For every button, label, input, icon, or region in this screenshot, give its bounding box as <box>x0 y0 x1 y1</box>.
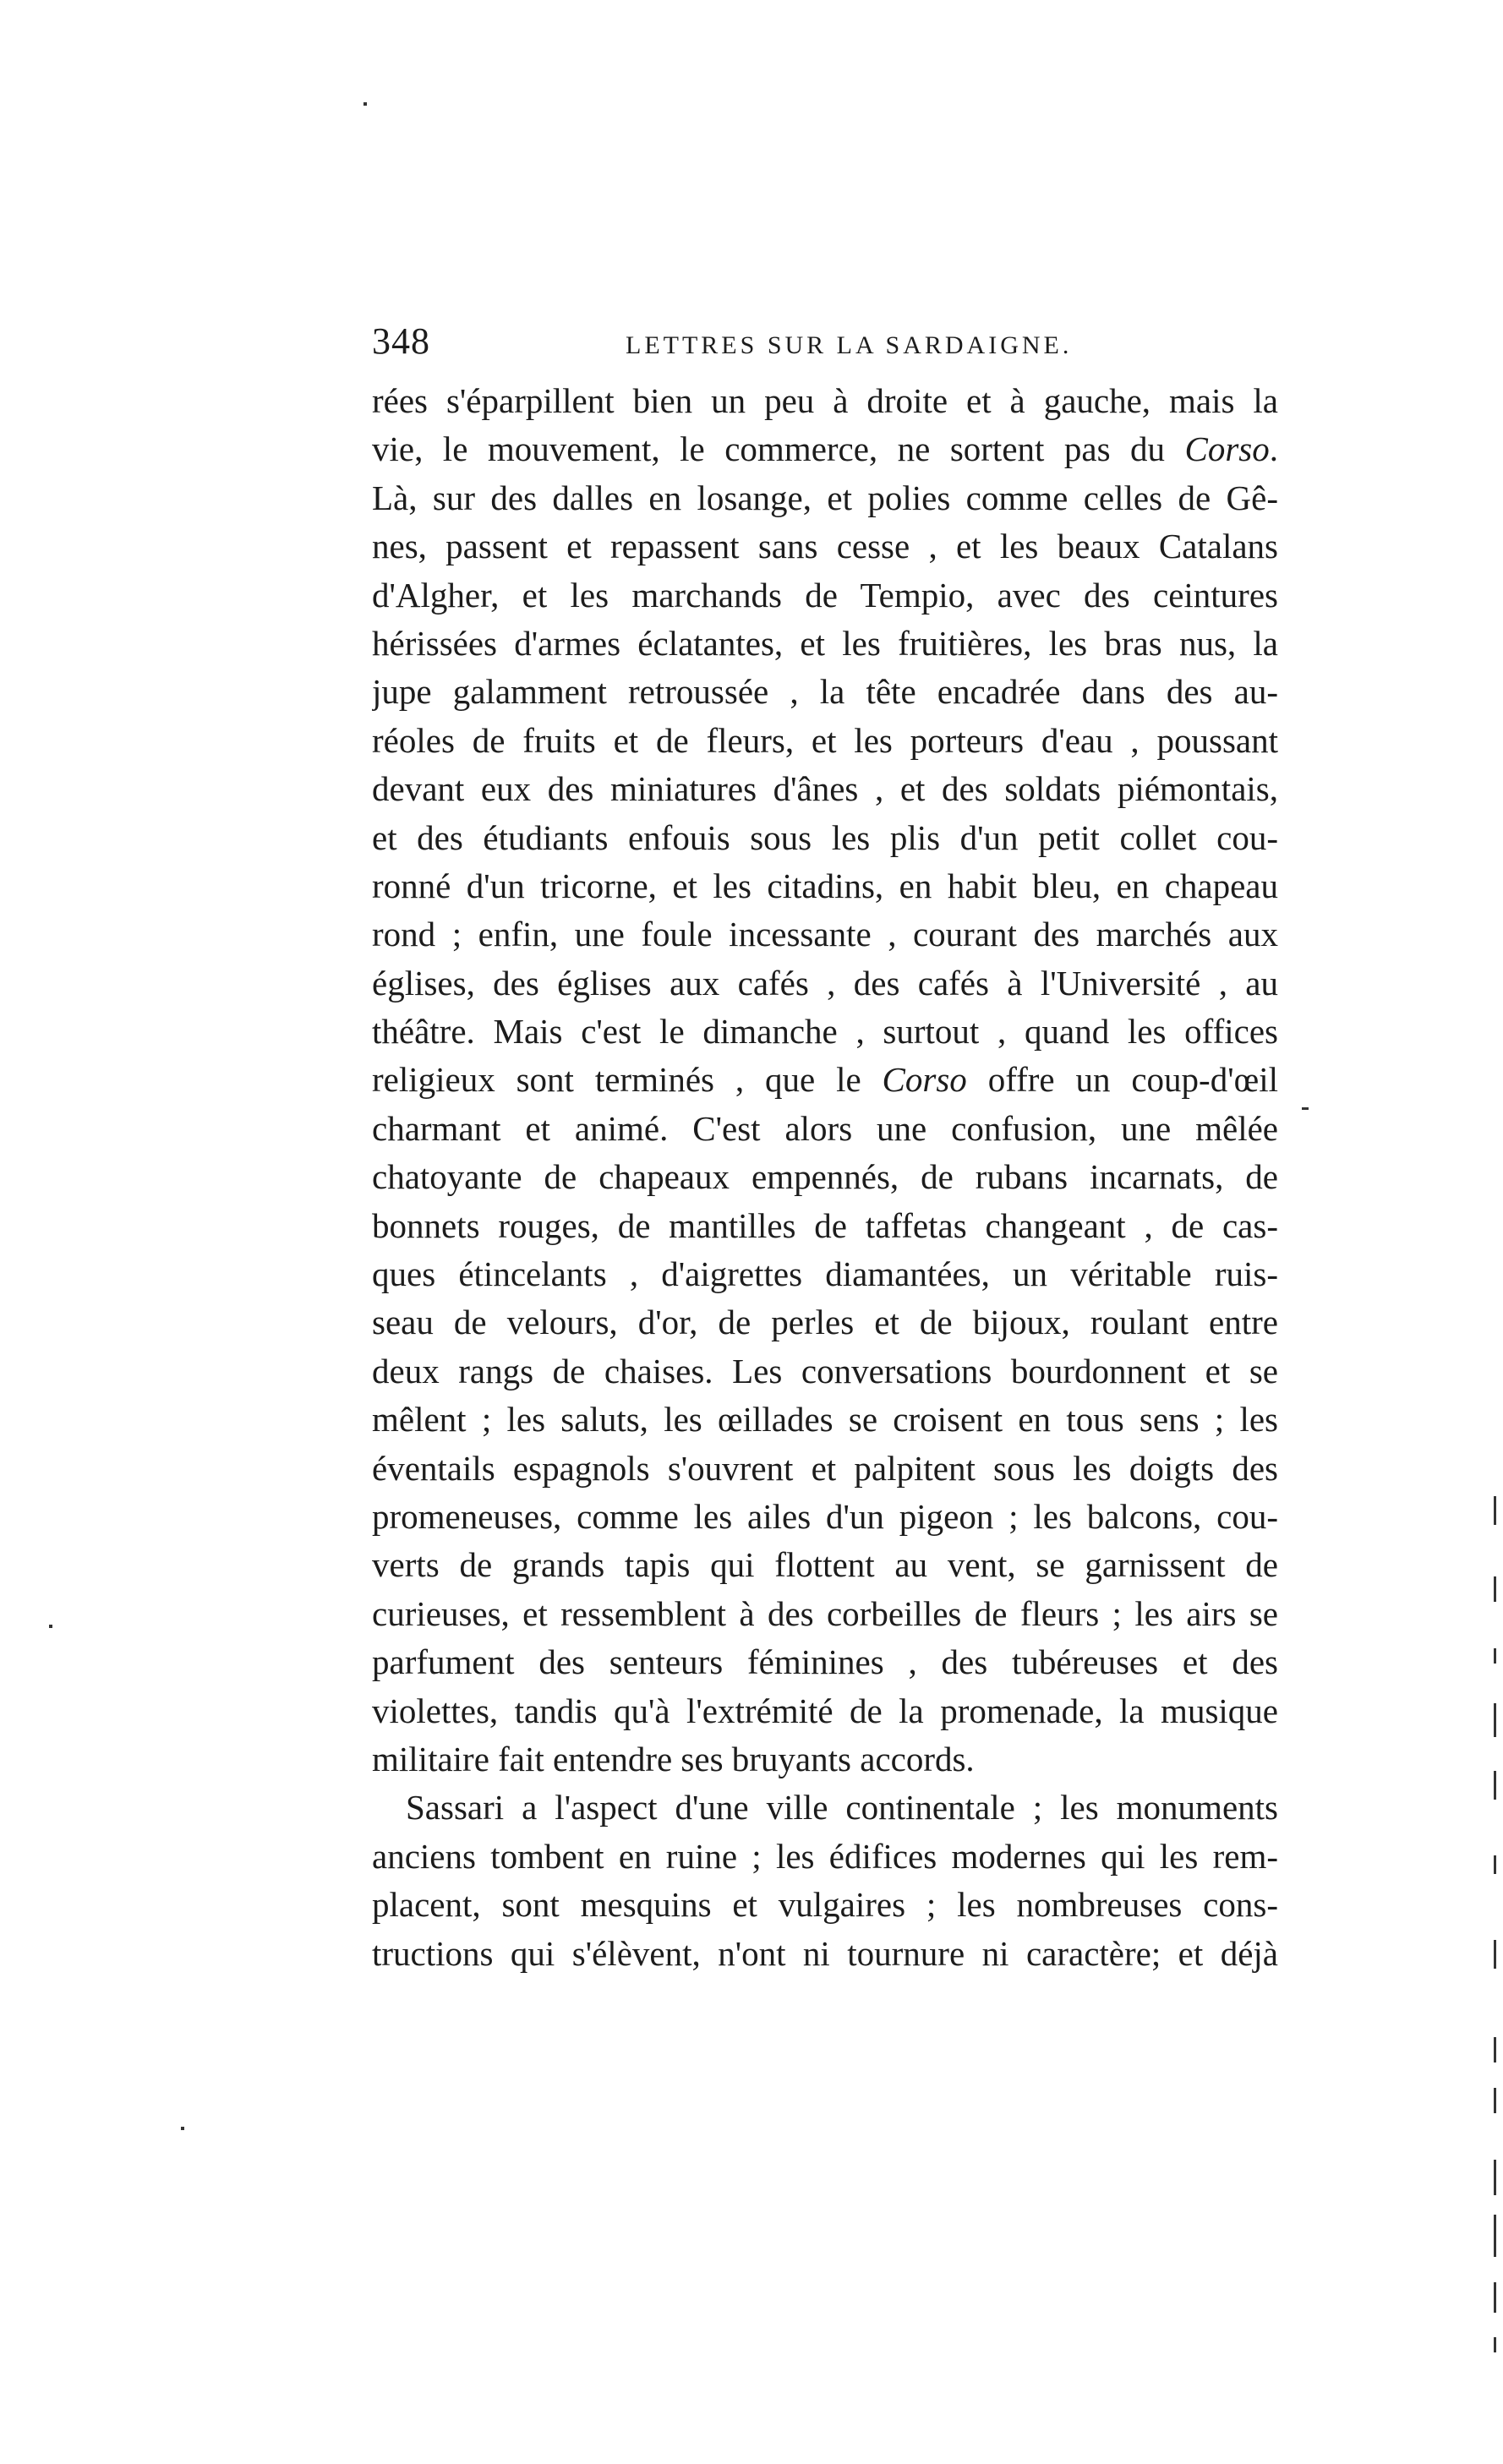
scan-artifact <box>1494 2215 1496 2257</box>
text-line: violettes, tandis qu'à l'extrémité de la promenade, la musique <box>372 1691 1278 1730</box>
text-line: seau de velours, d'or, de perles et de bijoux, roulant entre <box>372 1303 1278 1342</box>
text-line: ques étincelants , d'aigrettes diamantées, un véritable ruis- <box>372 1254 1278 1294</box>
text-line: charmant et animé. C'est alors une confusion, une mêlée <box>372 1108 1278 1148</box>
scan-artifact <box>1494 1496 1496 1525</box>
page-header <box>372 320 1278 370</box>
scan-artifact <box>1494 1940 1496 1969</box>
text-line: anciens tombent en ruine ; les édifices modernes qui les rem- <box>372 1836 1278 1876</box>
scan-artifact <box>181 2127 184 2130</box>
text-line: nes, passent et repassent sans cesse , et les beaux Catalans <box>372 527 1278 566</box>
page-number: 348 <box>372 320 430 362</box>
scan-artifact <box>1494 1771 1496 1800</box>
text-line: parfument des senteurs féminines , des tubéreuses et des <box>372 1642 1278 1682</box>
text-line: rond ; enfin, une foule incessante , courant des marchés aux <box>372 915 1278 954</box>
text-line: hérissées d'armes éclatantes, et les fruitières, les bras nus, la <box>372 623 1278 663</box>
scan-artifact <box>1494 1703 1496 1737</box>
text-line: vie, le mouvement, le commerce, ne sortent pas du Corso. <box>372 429 1278 469</box>
text-line: curieuses, et ressemblent à des corbeilles de fleurs ; les airs se <box>372 1593 1278 1633</box>
text-line: tructions qui s'élèvent, n'ont ni tournure ni caractère; et déjà <box>372 1933 1278 1973</box>
scan-artifact <box>1494 1648 1496 1664</box>
scan-artifact <box>1494 1855 1496 1874</box>
text-line: éventails espagnols s'ouvrent et palpitent sous les doigts des <box>372 1448 1278 1488</box>
text-line: rées s'éparpillent bien un peu à droite et à gauche, mais la <box>372 381 1278 420</box>
text-line: théâtre. Mais c'est le dimanche , surtout , quand les offices <box>372 1012 1278 1052</box>
text-line: placent, sont mesquins et vulgaires ; les nombreuses cons- <box>372 1885 1278 1925</box>
text-line: jupe galamment retroussée , la tête encadrée dans des au- <box>372 672 1278 712</box>
paragraph-start-line: Sassari a l'aspect d'une ville continentale ; les monuments <box>406 1788 1278 1828</box>
text-line: devant eux des miniatures d'ânes , et des soldats piémontais, <box>372 769 1278 809</box>
running-title: LETTRES SUR LA SARDAIGNE. <box>626 331 1073 359</box>
text-line: réoles de fruits et de fleurs, et les porteurs d'eau , poussant <box>372 720 1278 760</box>
text-line: églises, des églises aux cafés , des cafés à l'Université , au <box>372 963 1278 1003</box>
text-line: verts de grands tapis qui flottent au vent, se garnissent de <box>372 1545 1278 1585</box>
text-line: chatoyante de chapeaux empennés, de rubans incarnats, de <box>372 1157 1278 1197</box>
paragraph-end-line: militaire fait entendre ses bruyants accords. <box>372 1739 975 1778</box>
text-line: promeneuses, comme les ailes d'un pigeon ; les balcons, cou- <box>372 1496 1278 1536</box>
scan-artifact <box>1494 2160 1496 2195</box>
scan-artifact <box>1494 1576 1496 1602</box>
text-line: et des étudiants enfouis sous les plis d'un petit collet cou- <box>372 817 1278 857</box>
scan-artifact <box>1494 2282 1496 2313</box>
scan-artifact <box>1494 2037 1496 2062</box>
body-text <box>372 377 1278 1978</box>
scan-artifact <box>363 102 367 106</box>
text-line: bonnets rouges, de mantilles de taffetas changeant , de cas- <box>372 1205 1278 1245</box>
scan-artifact <box>1494 2337 1496 2352</box>
scan-artifact <box>1494 2088 1496 2113</box>
text-line: ronné d'un tricorne, et les citadins, en habit bleu, en chapeau <box>372 866 1278 905</box>
text-line: deux rangs de chaises. Les conversations bourdonnent et se <box>372 1351 1278 1390</box>
scan-artifact <box>1302 1107 1309 1110</box>
scan-artifact <box>49 1625 52 1628</box>
text-line: d'Algher, et les marchands de Tempio, avec des ceintures <box>372 575 1278 615</box>
text-line: Là, sur des dalles en losange, et polies comme celles de Gê- <box>372 478 1278 517</box>
text-line: mêlent ; les saluts, les œillades se croisent en tous sens ; les <box>372 1400 1278 1440</box>
text-line: religieux sont terminés , que le Corso offre un coup-d'œil <box>372 1060 1278 1100</box>
